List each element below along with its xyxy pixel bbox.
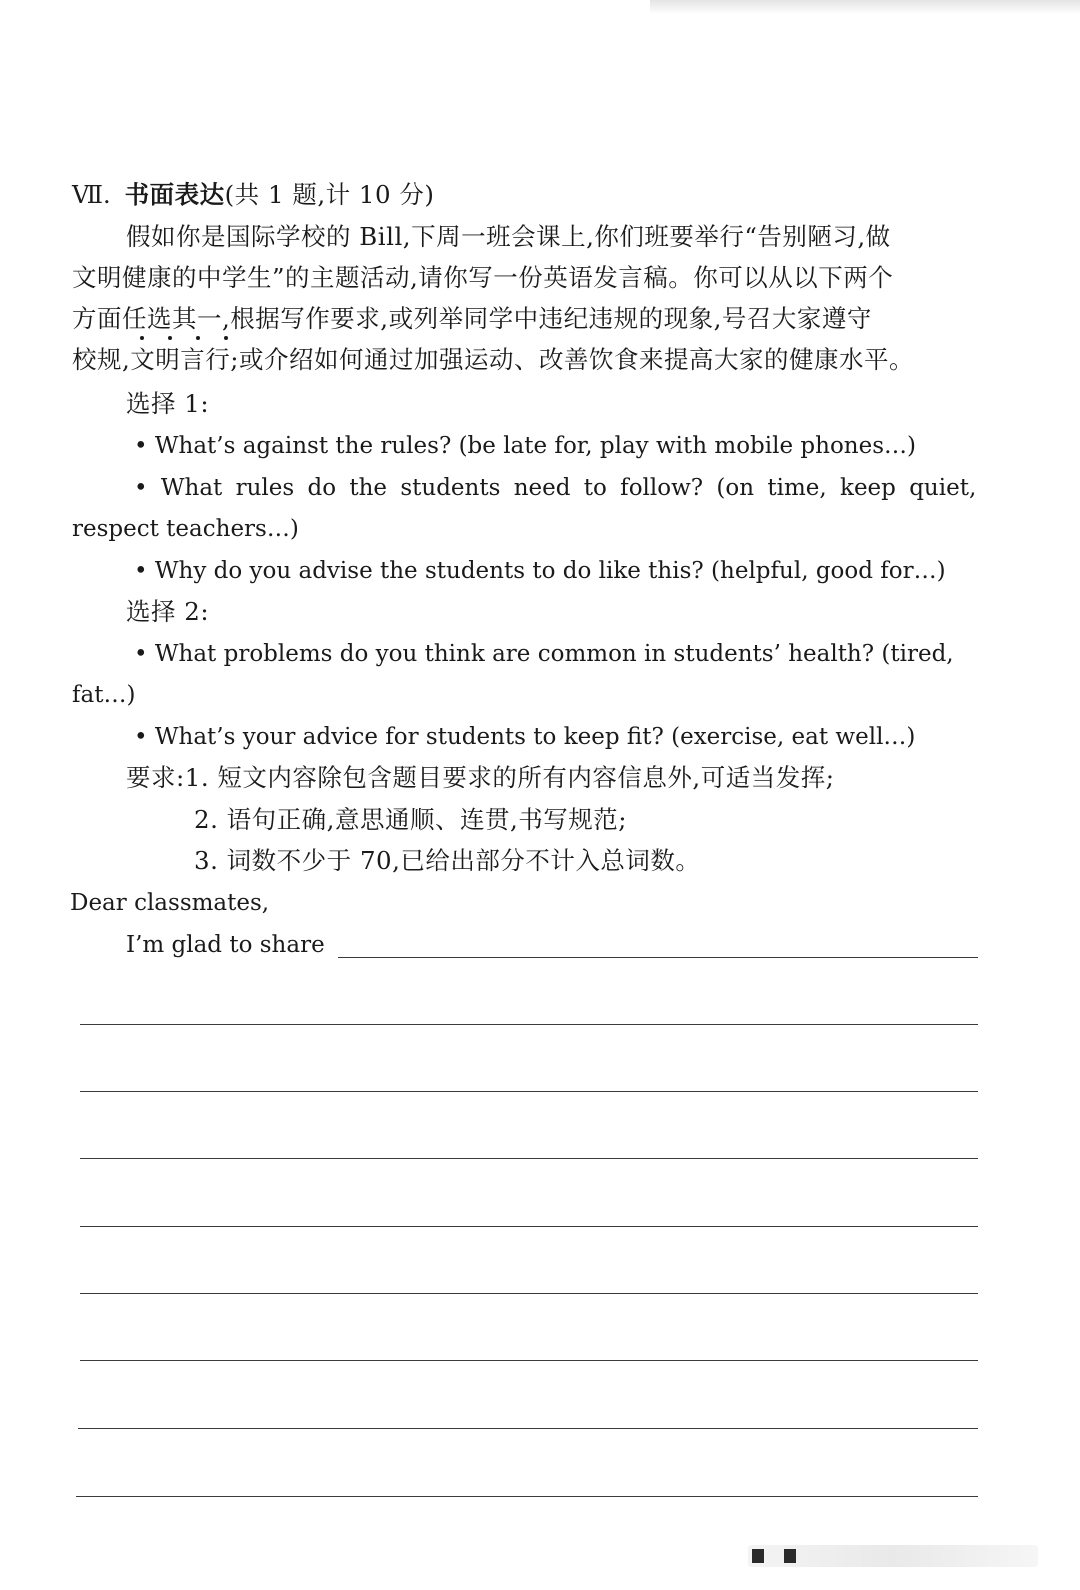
emphasis-dot — [196, 336, 200, 340]
answer-line[interactable] — [78, 1428, 978, 1429]
option1-label: 选择 1: — [126, 389, 210, 418]
answer-line[interactable] — [338, 957, 978, 958]
prompt-line: 校规,文明言行;或介绍如何通过加强运动、改善饮食来提高大家的健康水平。 — [72, 345, 915, 374]
section-number: Ⅶ. — [72, 181, 111, 209]
requirement-line: 3. 词数不少于 70,已给出部分不计入总词数。 — [194, 846, 701, 875]
option1-bullet: • Why do you advise the students to do like this? (helpful, good for…) — [134, 558, 946, 584]
option2-bullet-continued: fat…) — [72, 682, 136, 708]
answer-line[interactable] — [80, 1293, 978, 1294]
answer-line[interactable] — [80, 1091, 978, 1092]
answer-line[interactable] — [76, 1496, 978, 1497]
option1-bullet: • What’s against the rules? (be late for, play with mobile phones…) — [134, 433, 916, 459]
prompt-line: 假如你是国际学校的 Bill,下周一班会课上,你们班要举行“告别陋习,做 — [126, 222, 891, 251]
option2-label: 选择 2: — [126, 597, 210, 626]
option2-bullet: • What problems do you think are common in students’ health? (tired, — [134, 641, 954, 667]
answer-line[interactable] — [80, 1024, 978, 1025]
section-heading — [72, 180, 434, 210]
page-edge-shadow — [650, 0, 1080, 14]
emphasis-dot — [224, 336, 228, 340]
option2-bullet: • What’s your advice for students to keep fit? (exercise, eat well…) — [134, 724, 916, 750]
emphasis-dot — [168, 336, 172, 340]
answer-line[interactable] — [80, 1226, 978, 1227]
answer-line[interactable] — [80, 1360, 978, 1361]
option1-bullet-continued: respect teachers…) — [72, 516, 299, 542]
letter-opening: I’m glad to share — [126, 932, 325, 958]
requirement-line: 2. 语句正确,意思通顺、连贯,书写规范; — [194, 805, 627, 834]
prompt-line: 文明健康的中学生”的主题活动,请你写一份英语发言稿。你可以从以下两个 — [72, 263, 894, 292]
prompt-line: 方面任选其一,根据写作要求,或列举同学中违纪违规的现象,号召大家遵守 — [72, 304, 872, 333]
answer-line[interactable] — [80, 1158, 978, 1159]
scan-artifact-mark — [752, 1549, 764, 1563]
requirement-line: 要求:1. 短文内容除包含题目要求的所有内容信息外,可适当发挥; — [126, 763, 835, 792]
emphasis-dot — [140, 336, 144, 340]
section-points: (共 1 题,计 10 分) — [224, 180, 435, 209]
scan-artifact-mark — [784, 1549, 796, 1563]
option1-bullet: • What rules do the students need to follow? (on time, keep quiet, — [134, 475, 977, 501]
letter-salutation: Dear classmates, — [70, 890, 270, 916]
section-title: 书面表达 — [124, 180, 225, 209]
